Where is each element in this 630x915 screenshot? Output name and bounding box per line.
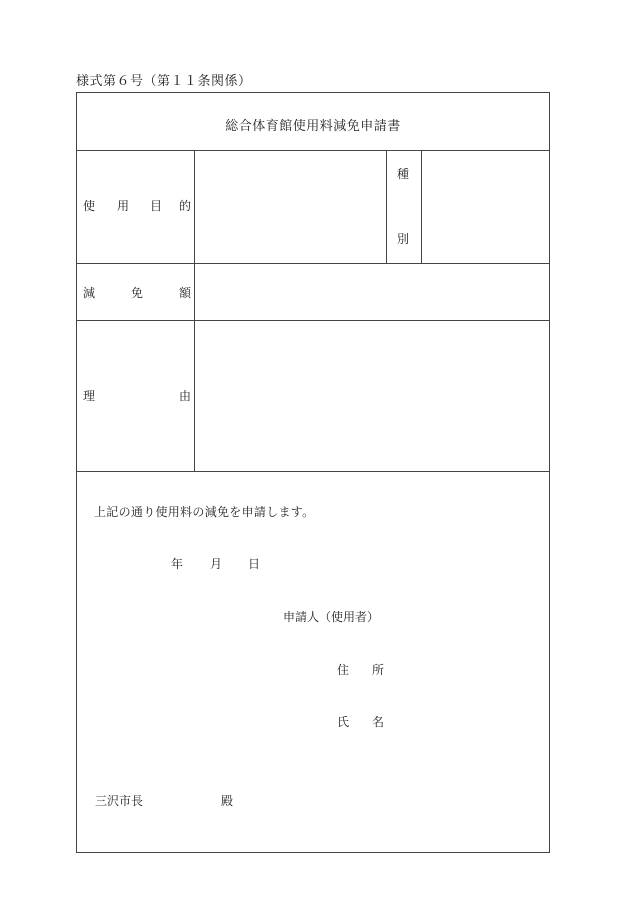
purpose-label-char: 的	[179, 199, 192, 213]
amount-field[interactable]	[195, 264, 550, 320]
address-label-char: 住	[337, 663, 350, 677]
name-label-char: 氏	[337, 715, 350, 729]
day-field[interactable]	[225, 553, 245, 571]
name-field[interactable]	[392, 711, 542, 731]
addressee-honorific: 殿	[221, 794, 234, 808]
day-label: 日	[248, 557, 261, 571]
purpose-label-char: 用	[117, 199, 130, 213]
type-column-divider	[386, 150, 387, 263]
amount-label-char: 額	[179, 286, 192, 300]
address-field[interactable]	[392, 659, 542, 679]
year-label: 年	[171, 557, 184, 571]
month-field[interactable]	[187, 553, 207, 571]
type-field[interactable]	[422, 151, 550, 263]
amount-label-char: 減	[83, 286, 96, 300]
declaration-text: 上記の通り使用料の減免を申請します。	[94, 505, 315, 519]
reason-label-char: 理	[83, 389, 96, 403]
purpose-label-char: 使	[83, 199, 96, 213]
name-label-char: 名	[372, 715, 385, 729]
year-field[interactable]	[137, 553, 167, 571]
type-label-char: 種	[397, 167, 410, 181]
row-divider	[77, 471, 549, 472]
application-form	[76, 92, 550, 853]
purpose-label-char: 目	[150, 199, 163, 213]
type-label-char: 別	[397, 232, 410, 246]
reason-label-char: 由	[179, 389, 192, 403]
purpose-field[interactable]	[195, 151, 386, 263]
form-title: 総合体育館使用料減免申請書	[225, 119, 401, 134]
reason-field[interactable]	[195, 321, 550, 471]
form-number: 様式第６号（第１１条関係）	[76, 74, 252, 89]
applicant-heading: 申請人（使用者）	[283, 610, 380, 624]
addressee-name: 三沢市長	[95, 794, 144, 808]
address-label-char: 所	[372, 663, 385, 677]
month-label: 月	[210, 557, 223, 571]
amount-label-char: 免	[131, 286, 144, 300]
